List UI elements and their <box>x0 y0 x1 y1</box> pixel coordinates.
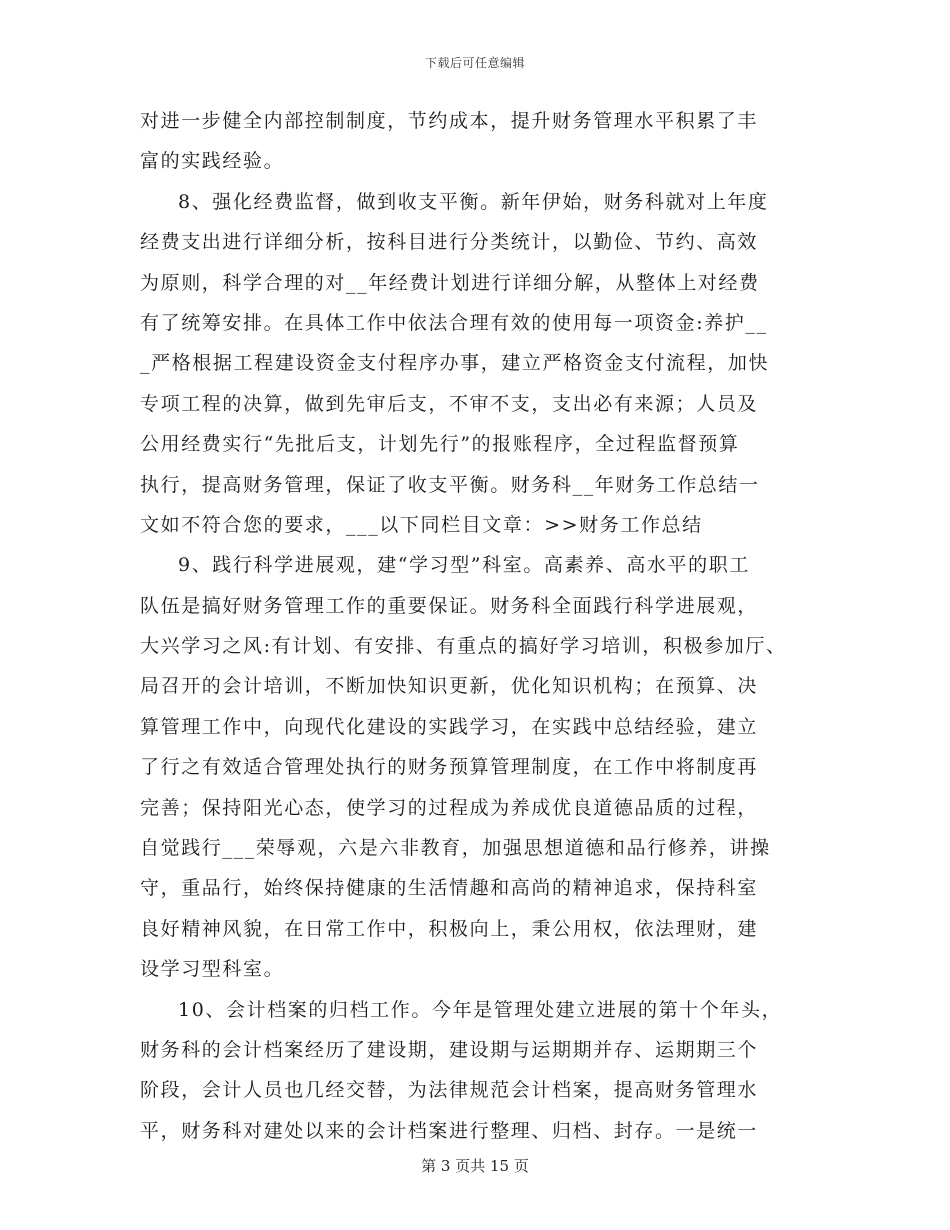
text-line: 设学习型科室。 <box>140 958 285 981</box>
text-line: 守，重品行，始终保持健康的生活情趣和高尚的精神追求，保持科室 <box>140 877 759 900</box>
text-line: 局召开的会计培训，不断加快知识更新，优化知识机构；在预算、决 <box>140 675 759 698</box>
text-line: 富的实践经验。 <box>140 150 285 173</box>
document-body <box>140 101 820 1151</box>
page-header: 下载后可任意编辑 <box>424 56 525 70</box>
text-line: 平，财务科对建处以来的会计档案进行整理、归档、封存。一是统一 <box>140 1119 759 1142</box>
text-line: 阶段，会计人员也几经交替，为法律规范会计档案，提高财务管理水 <box>140 1079 759 1102</box>
text-line: 算管理工作中，向现代化建设的实践学习，在实践中总结经验，建立 <box>140 715 759 738</box>
text-line: 专项工程的决算，做到先审后支，不审不支，支出必有来源；人员及 <box>140 392 759 415</box>
text-line: 文如不符合您的要求，___以下同栏目文章：>>财务工作总结 <box>140 513 703 536</box>
text-line: 执行，提高财务管理，保证了收支平衡。财务科__年财务工作总结一 <box>140 473 760 496</box>
text-line: 完善；保持阳光心态，使学习的过程成为养成优良道德品质的过程， <box>140 796 759 819</box>
text-line: 8、强化经费监督，做到收支平衡。新年伊始，财务科就对上年度 <box>178 190 769 213</box>
text-line: 队伍是搞好财务管理工作的重要保证。财务科全面践行科学进展观， <box>140 594 759 617</box>
text-line: 大兴学习之风:有计划、有安排、有重点的搞好学习培训，积极参加厅、 <box>140 635 787 658</box>
text-line: 10、会计档案的归档工作。今年是管理处建立进展的第十个年头， <box>178 998 783 1021</box>
text-line: 对进一步健全内部控制制度，节约成本，提升财务管理水平积累了丰 <box>140 110 759 132</box>
text-line: 财务科的会计档案经历了建设期，建设期与运期期并存、运期期三个 <box>140 1038 759 1061</box>
text-line: 自觉践行___荣辱观，六是六非教育，加强思想道德和品行修养，讲操 <box>140 837 771 860</box>
page-number-footer: 第 3 页共 15 页 <box>421 1157 529 1175</box>
text-line: 有了统筹安排。在具体工作中依法合理有效的使用每一项资金:养护__ <box>140 311 768 334</box>
text-line: 了行之有效适合管理处执行的财务预算管理制度，在工作中将制度再 <box>140 756 759 779</box>
text-line: 9、践行科学进展观，建“学习型”科室。高素养、高水平的职工 <box>178 554 750 577</box>
text-line: 良好精神风貌，在日常工作中，积极向上，秉公用权，依法理财，建 <box>140 917 759 940</box>
text-line: 公用经费实行“先批后支，计划先行”的报账程序，全过程监督预算 <box>140 433 740 456</box>
text-line: 经费支出进行详细分析，按科目进行分类统计，以勤俭、节约、高效 <box>140 231 759 254</box>
text-line: _严格根据工程建设资金支付程序办事，建立严格资金支付流程，加快 <box>140 352 770 375</box>
text-line: 为原则，科学合理的对__年经费计划进行详细分解，从整体上对经费 <box>140 271 760 294</box>
